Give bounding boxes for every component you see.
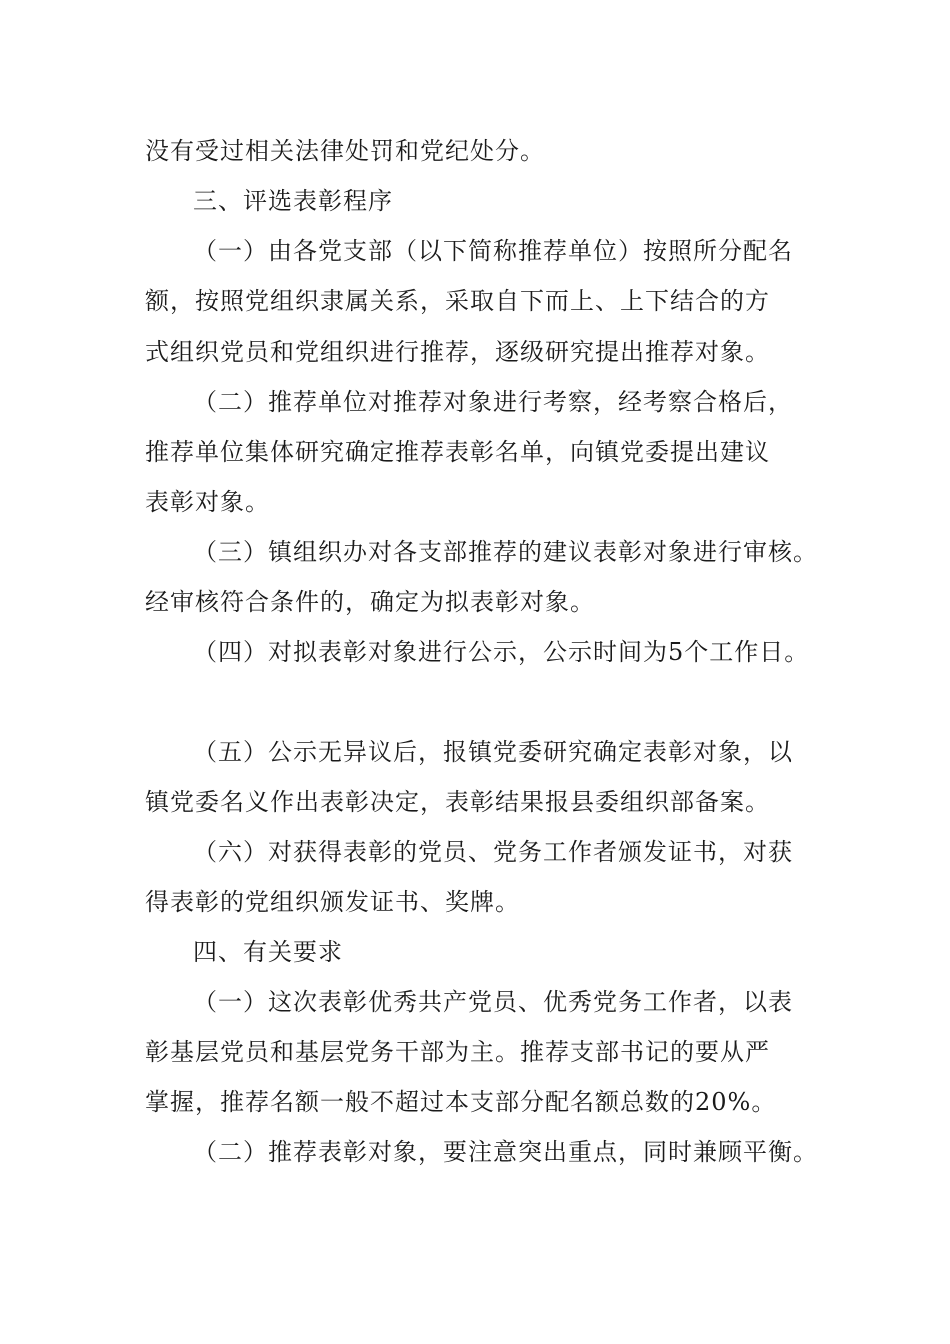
text-line: （三）镇组织办对各支部推荐的建议表彰对象进行审核。 <box>193 538 818 566</box>
text-line: 额，按照党组织隶属关系，采取自下而上、上下结合的方 <box>145 287 770 315</box>
text-line: （六）对获得表彰的党员、党务工作者颁发证书，对获 <box>193 838 793 866</box>
text-line: 得表彰的党组织颁发证书、奖牌。 <box>145 888 520 916</box>
text-line: （二）推荐表彰对象，要注意突出重点，同时兼顾平衡。 <box>193 1138 818 1166</box>
text-line: （一）这次表彰优秀共产党员、优秀党务工作者，以表 <box>193 988 793 1016</box>
text-line: 表彰对象。 <box>145 488 270 516</box>
section-heading: 三、评选表彰程序 <box>193 187 393 215</box>
text-line: （一）由各党支部（以下简称推荐单位）按照所分配名 <box>193 237 793 265</box>
text-line: 没有受过相关法律处罚和党纪处分。 <box>145 137 545 165</box>
text-line: （二）推荐单位对推荐对象进行考察，经考察合格后， <box>193 388 793 416</box>
text-line: 推荐单位集体研究确定推荐表彰名单，向镇党委提出建议 <box>145 438 770 466</box>
text-line: 式组织党员和党组织进行推荐，逐级研究提出推荐对象。 <box>145 338 770 366</box>
section-heading: 四、有关要求 <box>193 938 343 966</box>
text-line: （五）公示无异议后，报镇党委研究确定表彰对象，以 <box>193 738 793 766</box>
text-line: 经审核符合条件的，确定为拟表彰对象。 <box>145 588 595 616</box>
text-line: 掌握，推荐名额一般不超过本支部分配名额总数的20%。 <box>145 1088 777 1116</box>
text-line: （四）对拟表彰对象进行公示，公示时间为5个工作日。 <box>193 638 810 666</box>
text-line: 镇党委名义作出表彰决定，表彰结果报县委组织部备案。 <box>145 788 770 816</box>
text-line: 彰基层党员和基层党务干部为主。推荐支部书记的要从严 <box>145 1038 770 1066</box>
